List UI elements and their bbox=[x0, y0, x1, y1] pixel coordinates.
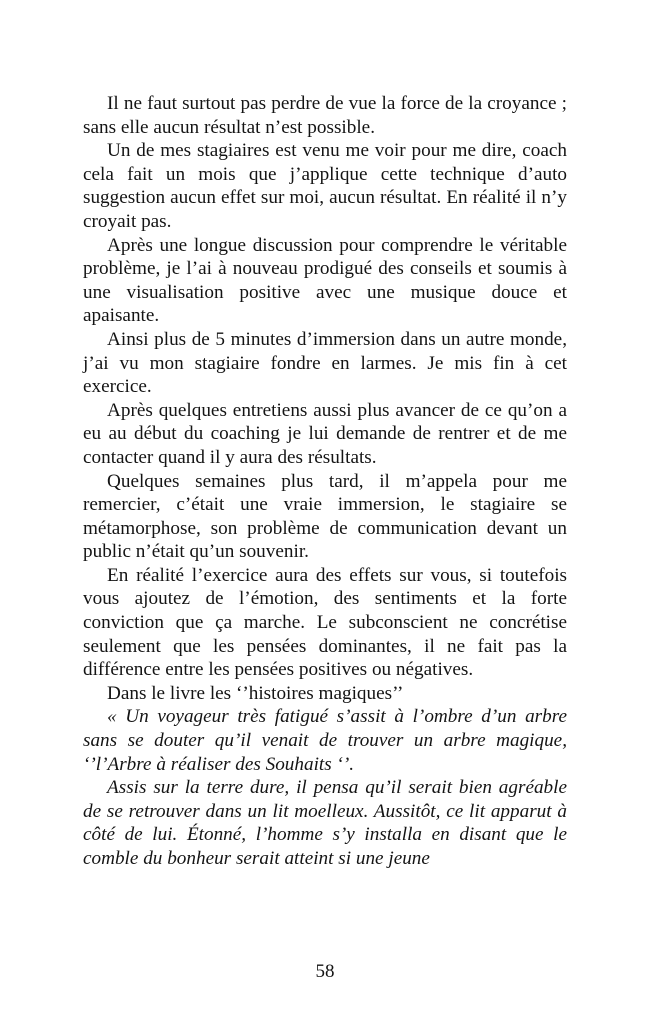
paragraph-book-reference: Dans le livre les ‘’histoires magiques’’ bbox=[107, 682, 404, 704]
paragraph-discussion: Après une longue discussion pour comprendre le véritable problème, je l’ai à nouveau prodigué des conseils et soumis à une visualisation positive avec une musique douce et apaisante. bbox=[83, 234, 567, 327]
page-body bbox=[83, 92, 567, 871]
paragraph-immersion: Ainsi plus de 5 minutes d’immersion dans un autre monde, j’ai vu mon stagiaire fondre en larmes. Je mis fin à cet exercice. bbox=[83, 328, 567, 398]
paragraph-weeks-later: Quelques semaines plus tard, il m’appela pour me remercier, c’était une vraie immersion, le stagiaire se métamorphose, son problème de communication devant un public n’était qu’un souvenir. bbox=[83, 470, 567, 563]
paragraph-quote-traveler: « Un voyageur très fatigué s’assit à l’ombre d’un arbre sans se douter qu’il venait de trouver un arbre magique, ‘’l’Arbre à réaliser des Souhaits ‘’. bbox=[83, 706, 567, 775]
paragraph-quote-bed: Assis sur la terre dure, il pensa qu’il serait bien agréable de se retrouver dans un lit moelleux. Aussitôt, ce lit apparut à côté de lui. Étonné, l’homme s’y installa en disant que le comble du bonheur serait atteint si une jeune bbox=[83, 777, 567, 869]
paragraph-belief: Il ne faut surtout pas perdre de vue la force de la croyance ; sans elle aucun résultat n’est possible. bbox=[83, 93, 567, 138]
page-number: 58 bbox=[315, 961, 335, 982]
paragraph-subconscious: En réalité l’exercice aura des effets sur vous, si toutefois vous ajoutez de l’émotion, des sentiments et la forte conviction que ça marche. Le subconscient ne concrétise seulement que les pensées dominantes, il ne fait pas la différence entre les pensées positives ou négatives. bbox=[83, 564, 567, 681]
paragraph-interviews: Après quelques entretiens aussi plus avancer de ce qu’on a eu au début du coaching je lui demande de rentrer et de me contacter quand il y aura des résultats. bbox=[83, 399, 567, 468]
paragraph-trainee-visit: Un de mes stagiaires est venu me voir pour me dire, coach cela fait un mois que j’applique cette technique d’auto suggestion aucun effet sur moi, aucun résultat. En réalité il n’y croyait pas. bbox=[83, 140, 567, 232]
